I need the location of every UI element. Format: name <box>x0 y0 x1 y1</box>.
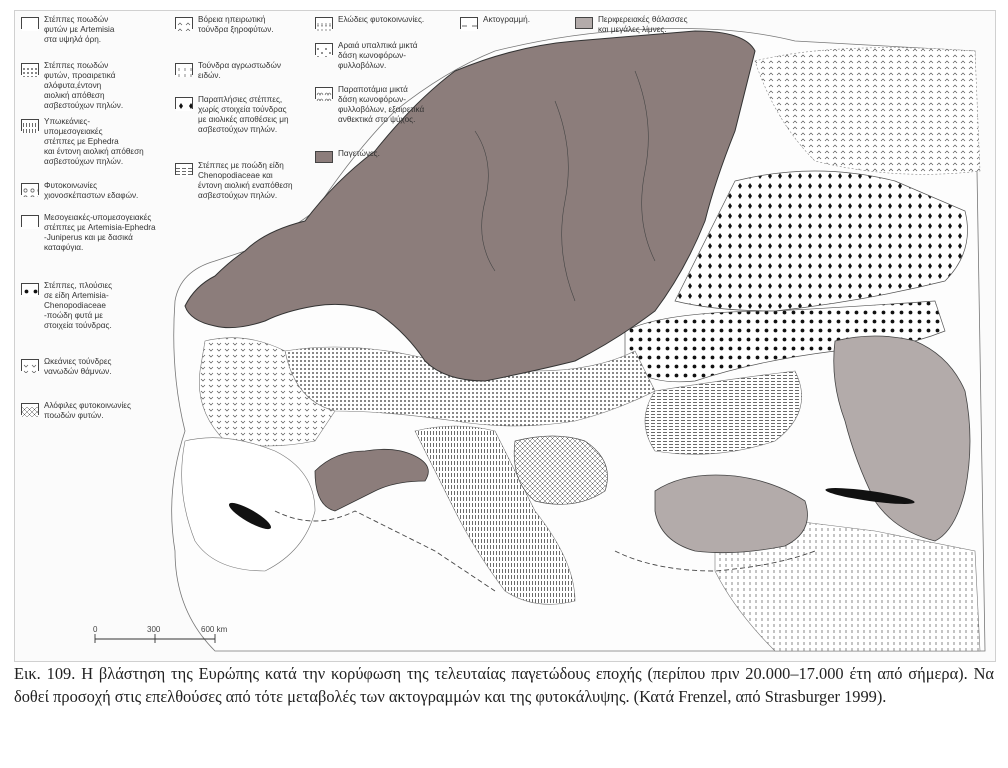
legend-swatch-steppe-chenopodiaceae <box>21 283 39 295</box>
legend-swatch-chenopod-steppe <box>175 163 193 175</box>
legend-text-steppe-chenopodiaceae: Στέππες, πλούσιες σε είδη Artemisia- Chenopodiaceae -ποώδη φυτά με στοιχεία τούνδρας. <box>44 281 113 330</box>
legend-item-steppe-chenopodiaceae <box>21 281 112 331</box>
legend-item-steppe-high <box>21 15 114 45</box>
legend-text-halophile: Αλόφιλες φυτοκοινωνίες ποωδών φυτών. <box>44 401 131 420</box>
legend-item-wetlands <box>315 15 424 29</box>
legend-item-tundra-grasses <box>175 61 281 81</box>
legend-text-steppe-halophytes: Στέππες ποωδών φυτών, προαιρετικά αλόφυτα,έντονη αιολική απόθεση ασβεστούχων πηλών. <box>44 61 124 110</box>
vegetation-map-figure <box>14 10 996 662</box>
legend-swatch-subarctic-ephedra <box>21 119 39 131</box>
scale-bar <box>95 634 215 643</box>
legend-item-chenopod-steppe <box>175 161 293 201</box>
legend-text-coastline: Ακτογραμμή. <box>483 15 530 24</box>
legend-text-tundra-grasses: Τούνδρα αγρωστωδών ειδών. <box>198 61 281 80</box>
legend-swatch-riparian-forest <box>315 87 333 99</box>
legend-item-seas <box>575 15 688 35</box>
legend-swatch-oceanic-tundra <box>21 359 39 371</box>
legend-swatch-wetlands <box>315 17 333 29</box>
legend-text-wetlands: Ελώδεις φυτοκοινωνίες. <box>338 15 425 24</box>
legend-swatch-halophile <box>21 403 39 415</box>
map-canvas <box>15 11 995 661</box>
legend-swatch-open-mixed-forest <box>315 43 333 55</box>
legend-swatch-med-artemisia-ephedra <box>21 215 39 227</box>
legend-item-oceanic-tundra <box>21 357 112 377</box>
legend-text-subarctic-ephedra: Υπωκεάνιες- υπομεσογειακές στέππες με Ephedra και έντονη αιολική απόθεση ασβεστούχων πηλών. <box>44 117 144 166</box>
legend-item-steppe-halophytes <box>21 61 123 111</box>
legend-item-subarctic-ephedra <box>21 117 144 167</box>
legend-item-north-tundra <box>175 15 274 35</box>
legend-text-open-mixed-forest: Αραιά υπαλπικά μικτά δάση κωνοφόρων- φυλλοβόλων. <box>338 41 418 70</box>
legend-text-snow-beds: Φυτοκοινωνίες χιονοσκέπαστων εδαφών. <box>44 181 139 200</box>
legend-swatch-tundra-grasses <box>175 63 193 75</box>
legend-swatch-steppe-high <box>21 17 39 29</box>
legend-swatch-steppe-halophytes <box>21 63 39 75</box>
legend-item-med-artemisia-ephedra <box>21 213 156 253</box>
legend-swatch-snow-beds <box>21 183 39 195</box>
legend-swatch-coastal-steppe <box>175 97 193 109</box>
legend-item-riparian-forest <box>315 85 424 125</box>
legend-item-coastline <box>460 15 530 29</box>
legend-text-seas: Περιφερειακές θάλασσες και μεγάλες λίμνες. <box>598 15 688 34</box>
legend-swatch-coastline <box>460 17 478 29</box>
legend-text-chenopod-steppe: Στέππες με ποώδη είδη Chenopodiaceae και έντονη αιολική εναπόθεση ασβεστούχων πηλών. <box>198 161 293 200</box>
legend-swatch-glaciers <box>315 151 333 163</box>
legend-text-riparian-forest: Παραποτάμια μικτά δάση κωνοφόρων- φυλλοβόλων, εξαιρετικά ανθεκτικά στο ψύχος. <box>338 85 425 124</box>
legend-swatch-seas <box>575 17 593 29</box>
scale-label-300: 300 <box>147 625 161 634</box>
legend-swatch-north-tundra <box>175 17 193 29</box>
legend-text-glaciers: Παγετώνες. <box>338 149 380 158</box>
scale-label-600: 600 km <box>201 625 228 634</box>
figure-caption: Εικ. 109. Η βλάστηση της Ευρώπης κατά την κορύφωση της τελευταίας παγετώδους εποχής (περίπου πριν 20.000–17.000 έτη από σήμερα). Να δοθεί προσοχή στις επελθούσες από τότε μεταβολές των ακτογραμμών και της φυτοκάλυψης. (Κατά Frenzel, από Strasburger 1999). <box>14 664 994 706</box>
scale-label-0: 0 <box>93 625 98 634</box>
legend-item-halophile <box>21 401 131 421</box>
legend-text-north-tundra: Βόρεια ηπειρωτική τούνδρα ξηροφύτων. <box>198 15 274 34</box>
legend-text-oceanic-tundra: Ωκεάνιες τούνδρες νανωδών θάμνων. <box>44 357 112 376</box>
legend-item-coastal-steppe <box>175 95 289 135</box>
legend-item-open-mixed-forest <box>315 41 417 71</box>
legend-item-glaciers <box>315 149 380 163</box>
legend-text-med-artemisia-ephedra: Μεσογειακές-υπομεσογειακές στέππες με Artemisia-Ephedra -Juniperus και με δασικά καταφύγια. <box>44 213 156 252</box>
legend-item-snow-beds <box>21 181 138 201</box>
legend-text-steppe-high: Στέππες ποωδών φυτών με Artemisia στα υψηλά όρη. <box>44 15 115 44</box>
legend-text-coastal-steppe: Παραπλήσιες στέππες, χωρίς στοιχεία τούνδρας με αιολικές αποθέσεις μη ασβεστούχων πηλών. <box>198 95 289 134</box>
